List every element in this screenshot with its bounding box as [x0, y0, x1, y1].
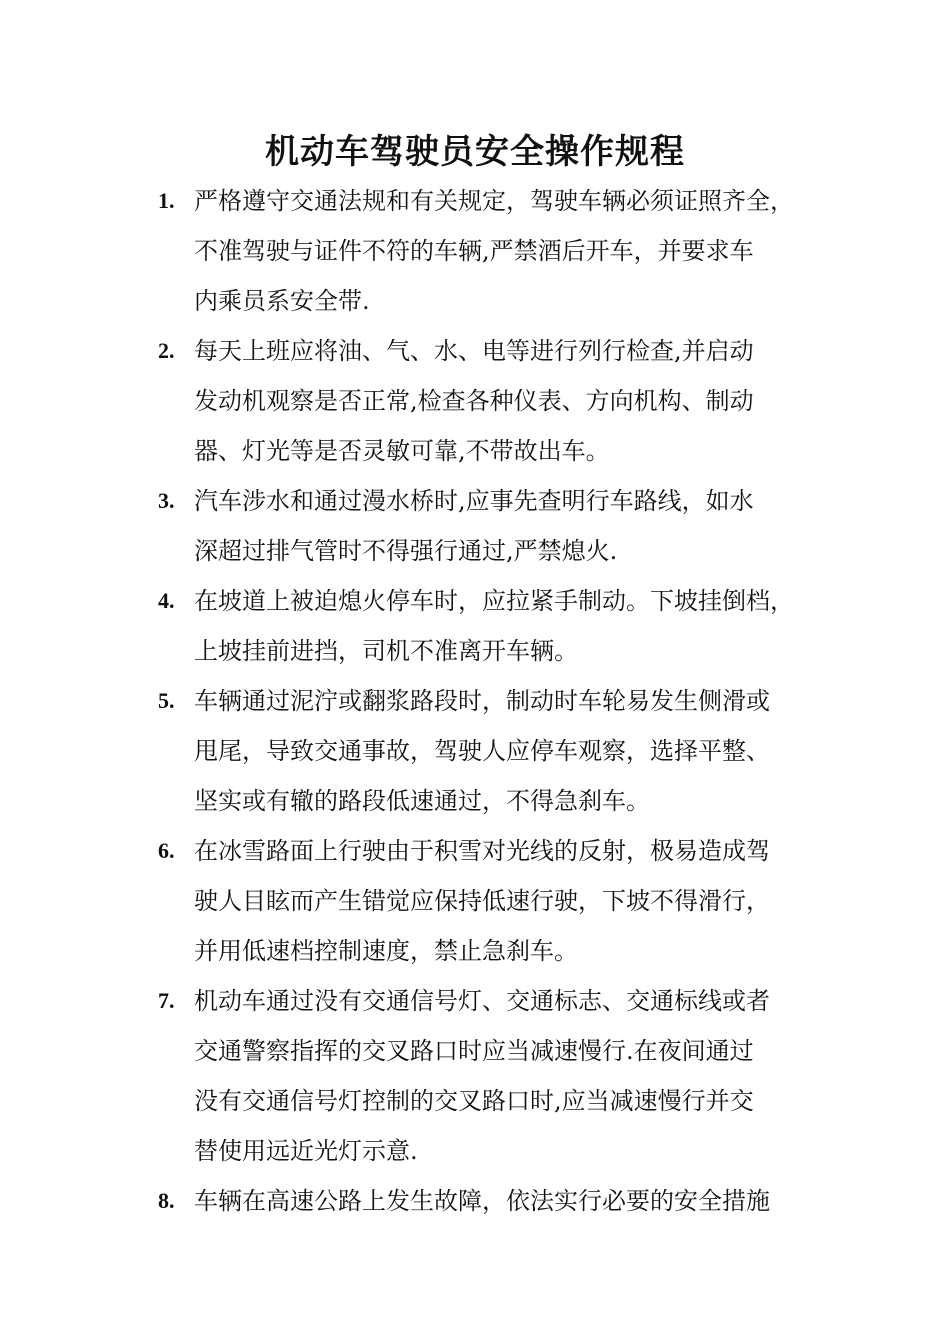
rule-number: 8. [158, 1188, 175, 1213]
rule-item [158, 1176, 838, 1226]
rule-text-line: 在冰雪路面上行驶由于积雪对光线的反射，极易造成驾 [194, 837, 770, 865]
rule-text-line: 发动机观察是否正常,检查各种仪表、方向机构、制动 [194, 387, 754, 415]
rule-item [158, 176, 838, 326]
rule-text-line: 驶人目眩而产生错觉应保持低速行驶，下坡不得滑行， [194, 887, 770, 915]
rule-text-line: 交通警察指挥的交叉路口时应当减速慢行.在夜间通过 [194, 1037, 754, 1065]
rule-number: 3. [158, 488, 175, 513]
rule-text-line: 不准驾驶与证件不符的车辆,严禁酒后开车，并要求车 [194, 237, 754, 265]
rule-number: 5. [158, 688, 175, 713]
rule-text-line: 车辆通过泥泞或翻浆路段时，制动时车轮易发生侧滑或 [194, 687, 770, 715]
rule-number: 6. [158, 838, 175, 863]
rule-text-line: 替使用远近光灯示意. [194, 1137, 418, 1165]
page-title: 机动车驾驶员安全操作规程 [265, 132, 685, 172]
rule-text-line: 上坡挂前进挡，司机不准离开车辆。 [194, 637, 578, 665]
rule-text-line: 严格遵守交通法规和有关规定，驾驶车辆必须证照齐全， [194, 187, 794, 215]
rule-text-line: 每天上班应将油、气、水、电等进行列行检查,并启动 [194, 337, 754, 365]
rule-item [158, 476, 838, 576]
rule-number: 1. [158, 188, 175, 213]
rule-number: 7. [158, 988, 175, 1013]
rule-list [158, 176, 838, 1226]
rule-item [158, 976, 838, 1176]
rule-number: 4. [158, 588, 175, 613]
rule-text-line: 车辆在高速公路上发生故障，依法实行必要的安全措施 [194, 1187, 770, 1215]
rule-text-line: 没有交通信号灯控制的交叉路口时,应当减速慢行并交 [194, 1087, 754, 1115]
rule-text-line: 机动车通过没有交通信号灯、交通标志、交通标线或者 [194, 987, 770, 1015]
rule-item [158, 676, 838, 826]
rule-item [158, 576, 838, 676]
rule-text-line: 坚实或有辙的路段低速通过，不得急刹车。 [194, 787, 650, 815]
rule-text-line: 器、灯光等是否灵敏可靠,不带故出车。 [194, 437, 610, 465]
rule-item [158, 826, 838, 976]
rule-item [158, 326, 838, 476]
rule-text-line: 深超过排气管时不得强行通过,严禁熄火. [194, 537, 618, 565]
rule-text-line: 汽车涉水和通过漫水桥时,应事先查明行车路线，如水 [194, 487, 754, 515]
rule-number: 2. [158, 338, 175, 363]
rule-text-line: 甩尾，导致交通事故，驾驶人应停车观察，选择平整、 [194, 737, 770, 765]
rule-text-line: 内乘员系安全带. [194, 287, 370, 315]
rule-text-line: 在坡道上被迫熄火停车时，应拉紧手制动。下坡挂倒档， [194, 587, 794, 615]
rule-text-line: 并用低速档控制速度，禁止急刹车。 [194, 937, 578, 965]
